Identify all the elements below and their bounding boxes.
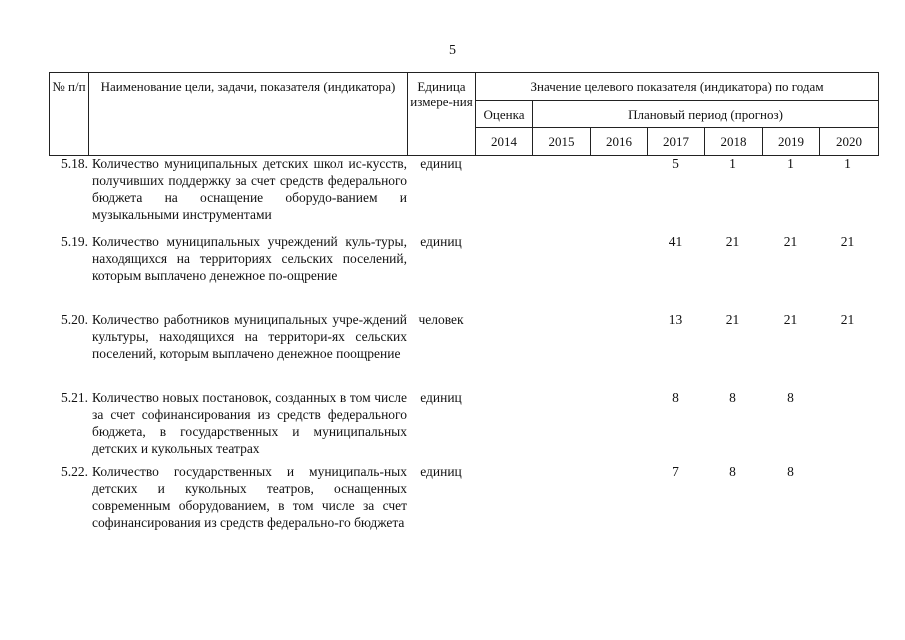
header-year: 2019 <box>763 128 820 156</box>
header-year: 2016 <box>591 128 648 156</box>
row-name: Количество работников муниципальных учре-ждений культуры, находящихся на территори-ях сельских поселений, которым выплачено денежное поощрение <box>92 312 407 361</box>
row-value-2018: 21 <box>725 234 740 249</box>
row-value-2019: 1 <box>787 156 794 171</box>
table-body <box>49 155 878 553</box>
header-values: Значение целевого показателя (индикатора) по годам <box>476 73 879 101</box>
row-unit: единиц <box>420 234 462 249</box>
header-estimate: Оценка <box>476 101 533 128</box>
row-number: 5.21. <box>61 390 88 405</box>
row-name: Количество муниципальных детских школ ис-кусств, получивших поддержку за счет средств федерального бюджета на оснащение оборудо-ванием и музыкальными инструментами <box>92 156 407 222</box>
row-value-2017: 7 <box>672 464 679 479</box>
row-value-2018: 21 <box>725 312 740 327</box>
header-year: 2014 <box>476 128 533 156</box>
row-unit: человек <box>418 312 464 327</box>
header-unit: Единица измере-ния <box>408 73 476 156</box>
row-value-2018: 8 <box>729 464 736 479</box>
row-value-2019: 8 <box>787 390 794 405</box>
row-name: Количество государственных и муниципаль-ных детских и кукольных театров, оснащенных современным оборудованием, в том числе за счет софинансирования из средств федерально-го бюджета <box>92 464 407 530</box>
row-value-2020: 1 <box>844 156 851 171</box>
header-year: 2020 <box>820 128 879 156</box>
row-value-2018: 1 <box>729 156 736 171</box>
row-name: Количество муниципальных учреждений куль-туры, находящихся на территориях сельских поселений, которым выплачено денежное по-ощрение <box>92 234 407 283</box>
row-value-2019: 21 <box>783 234 798 249</box>
page-number: 5 <box>449 43 456 58</box>
row-number: 5.19. <box>61 234 88 249</box>
row-value-2020: 21 <box>840 312 855 327</box>
row-value-2020: 21 <box>840 234 855 249</box>
header-year: 2018 <box>705 128 763 156</box>
row-unit: единиц <box>420 156 462 171</box>
row-value-2017: 41 <box>668 234 683 249</box>
header-year: 2017 <box>648 128 705 156</box>
table-row <box>49 311 878 389</box>
table-header <box>49 72 879 156</box>
row-value-2017: 13 <box>668 312 683 327</box>
header-num: № п/п <box>50 73 89 156</box>
table-row <box>49 233 878 311</box>
row-number: 5.22. <box>61 464 88 479</box>
row-unit: единиц <box>420 464 462 479</box>
row-value-2018: 8 <box>729 390 736 405</box>
row-value-2017: 5 <box>672 156 679 171</box>
row-value-2017: 8 <box>672 390 679 405</box>
header-year: 2015 <box>533 128 591 156</box>
row-number: 5.20. <box>61 312 88 327</box>
header-planned: Плановый период (прогноз) <box>533 101 879 128</box>
row-name: Количество новых постановок, созданных в том числе за счет софинансирования из средств федерального бюджета, в государственных и муниципальных детских и кукольных театрах <box>92 390 407 456</box>
table-row <box>49 155 878 233</box>
header-name: Наименование цели, задачи, показателя (индикатора) <box>89 73 408 156</box>
row-number: 5.18. <box>61 156 88 171</box>
table-row <box>49 389 878 463</box>
row-value-2019: 8 <box>787 464 794 479</box>
row-value-2019: 21 <box>783 312 798 327</box>
row-unit: единиц <box>420 390 462 405</box>
table-row <box>49 463 878 553</box>
